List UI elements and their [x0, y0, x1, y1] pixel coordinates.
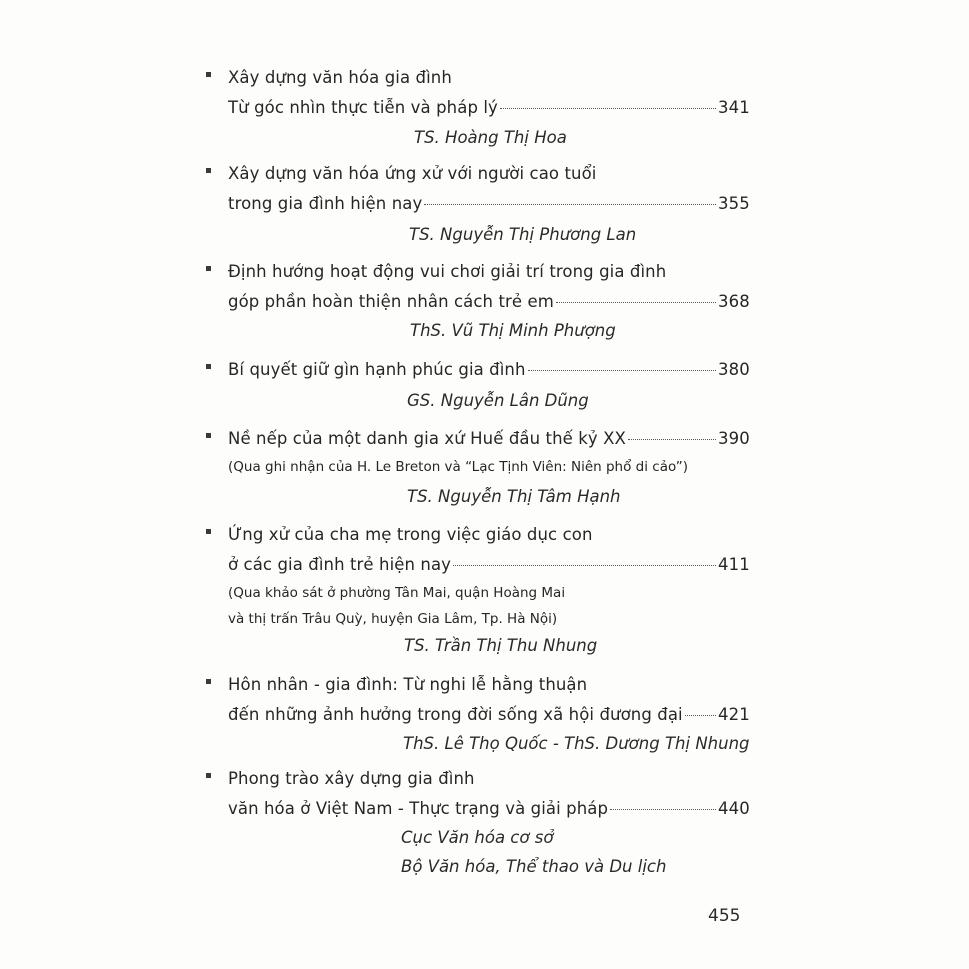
entry-title-line — [228, 794, 750, 824]
entry-title-line — [228, 700, 750, 730]
entry-title-line — [228, 189, 750, 219]
toc-entry — [206, 670, 750, 730]
dot-leader — [556, 302, 716, 303]
entry-author: GS. Nguyễn Lân Dũng — [407, 391, 589, 410]
entry-author: ThS. Lê Thọ Quốc - ThS. Dương Thị Nhung — [403, 734, 750, 753]
dot-leader — [424, 204, 716, 205]
entry-author: TS. Hoàng Thị Hoa — [414, 128, 567, 147]
entry-title-line: Hôn nhân - gia đình: Từ nghi lễ hằng thuận — [228, 675, 588, 694]
toc-entry — [206, 355, 750, 385]
entry-page-number: 421 — [718, 705, 750, 724]
entry-page-number: 440 — [718, 799, 750, 818]
page-number: 455 — [708, 906, 741, 926]
dot-leader — [685, 715, 716, 716]
entry-note: và thị trấn Trâu Quỳ, huyện Gia Lâm, Tp. Hà Nội) — [228, 611, 558, 627]
entry-author: ThS. Vũ Thị Minh Phượng — [410, 321, 616, 340]
entry-author: TS. Trần Thị Thu Nhung — [404, 636, 598, 655]
entry-page-number: 355 — [718, 194, 750, 213]
entry-page-number: 411 — [718, 555, 750, 574]
toc-entry — [206, 424, 750, 480]
entry-author: Bộ Văn hóa, Thể thao và Du lịch — [401, 857, 667, 876]
entry-title-line: Xây dựng văn hóa ứng xử với người cao tuổi — [228, 164, 597, 183]
toc-entry — [206, 63, 750, 123]
toc-entry — [206, 257, 750, 317]
entry-title-line — [228, 355, 750, 385]
dot-leader — [500, 108, 716, 109]
entry-title-text: Bí quyết giữ gìn hạnh phúc gia đình — [228, 360, 526, 379]
entry-title-line — [228, 424, 750, 454]
bullet-icon — [206, 433, 211, 438]
entry-title-line: Định hướng hoạt động vui chơi giải trí trong gia đình — [228, 262, 667, 281]
dot-leader — [610, 809, 716, 810]
bullet-icon — [206, 266, 211, 271]
dot-leader — [453, 565, 716, 566]
entry-title-text: văn hóa ở Việt Nam - Thực trạng và giải pháp — [228, 799, 609, 818]
entry-page-number: 341 — [718, 98, 750, 117]
entry-note: (Qua khảo sát ở phường Tân Mai, quận Hoàng Mai — [228, 585, 566, 601]
entry-title-text: ở các gia đình trẻ hiện nay — [228, 555, 452, 574]
entry-title-text: Từ góc nhìn thực tiễn và pháp lý — [228, 98, 498, 117]
entry-author: TS. Nguyễn Thị Phương Lan — [409, 225, 637, 244]
dot-leader — [628, 439, 716, 440]
entry-page-number: 390 — [718, 429, 750, 448]
entry-note: (Qua ghi nhận của H. Le Breton và “Lạc Tịnh Viên: Niên phổ di cảo”) — [228, 459, 689, 475]
entry-title-line: Xây dựng văn hóa gia đình — [228, 68, 452, 87]
entry-title-line: Phong trào xây dựng gia đình — [228, 769, 475, 788]
bullet-icon — [206, 529, 211, 534]
entry-title-text: góp phần hoàn thiện nhân cách trẻ em — [228, 292, 554, 311]
toc-entry — [206, 764, 750, 824]
bullet-icon — [206, 168, 211, 173]
bullet-icon — [206, 364, 211, 369]
entry-title-line: Ứng xử của cha mẹ trong việc giáo dục con — [228, 525, 593, 544]
toc-entry — [206, 159, 750, 219]
entry-author: TS. Nguyễn Thị Tâm Hạnh — [407, 487, 621, 506]
toc-entry — [206, 520, 750, 632]
bullet-icon — [206, 773, 211, 778]
entry-title-line — [228, 550, 750, 580]
entry-title-text: Nề nếp của một danh gia xứ Huế đầu thế kỷ XX — [228, 429, 626, 448]
dot-leader — [528, 370, 716, 371]
entry-title-text: trong gia đình hiện nay — [228, 194, 423, 213]
entry-author: Cục Văn hóa cơ sở — [401, 828, 554, 847]
entry-title-line — [228, 287, 750, 317]
entry-title-line — [228, 93, 750, 123]
entry-title-text: đến những ảnh hưởng trong đời sống xã hội đương đại — [228, 705, 683, 724]
entry-page-number: 380 — [718, 360, 750, 379]
entry-page-number: 368 — [718, 292, 750, 311]
bullet-icon — [206, 679, 211, 684]
bullet-icon — [206, 72, 211, 77]
